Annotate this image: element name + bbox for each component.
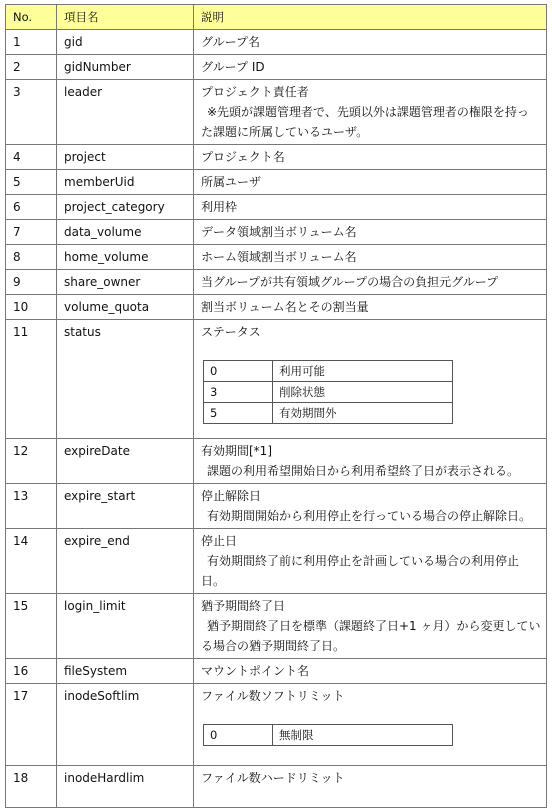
row-description — [194, 766, 547, 808]
code-value: 0 — [204, 725, 273, 746]
value-code-table — [203, 724, 453, 746]
row-field-name: login_limit — [57, 594, 194, 659]
row-no: 2 — [6, 55, 57, 80]
description-text: 停止解除日 — [201, 489, 262, 503]
code-value: 3 — [204, 382, 273, 403]
description-note: ※先頭が課題管理者で、先頭以外は課題管理者の権限を持っ — [207, 105, 529, 119]
row-field-name: gid — [57, 30, 194, 55]
code-value: 0 — [204, 361, 273, 382]
row-field-name: expire_start — [57, 484, 194, 529]
table-row — [6, 195, 547, 220]
table-row — [6, 594, 547, 659]
row-field-name: leader — [57, 80, 194, 145]
description-note: 課題の利用希望開始日から利用希望終了日が表示される。 — [207, 464, 520, 478]
row-field-name: inodeSoftlim — [57, 684, 194, 766]
description-note: 猶予期間終了日を標準（課題終了日+1 ヶ月）から変更してい — [207, 619, 541, 633]
row-description — [194, 684, 547, 766]
row-description — [194, 529, 547, 594]
row-field-name: home_volume — [57, 245, 194, 270]
header-name: 項目名 — [57, 5, 194, 30]
table-row — [6, 529, 547, 594]
description-text: データ領域割当ボリューム名 — [201, 225, 357, 239]
row-field-name: inodeHardlim — [57, 766, 194, 808]
code-meaning: 利用可能 — [273, 361, 453, 382]
description-text: ファイル数ハードリミット — [201, 771, 345, 785]
row-field-name: fileSystem — [57, 659, 194, 684]
row-no: 18 — [6, 766, 57, 808]
description-note: 日。 — [201, 574, 226, 588]
row-field-name: data_volume — [57, 220, 194, 245]
description-note: た課題に所属しているユーザ。 — [201, 125, 369, 139]
description-text: ホーム領域割当ボリューム名 — [201, 250, 357, 264]
code-value: 5 — [204, 403, 273, 424]
row-field-name: volume_quota — [57, 295, 194, 320]
row-description — [194, 220, 547, 245]
row-field-name: gidNumber — [57, 55, 194, 80]
table-header-row — [6, 5, 547, 30]
description-text: グループ ID — [201, 60, 265, 74]
description-note: る場合の猶予期間終了日。 — [201, 639, 346, 653]
table-row — [6, 270, 547, 295]
description-text: プロジェクト名 — [201, 150, 285, 164]
description-text: 割当ボリューム名とその割当量 — [201, 300, 369, 314]
row-no: 12 — [6, 439, 57, 484]
value-code-table — [203, 360, 453, 424]
description-text: 当グループが共有領域グループの場合の負担元グループ — [201, 275, 499, 289]
row-field-name: expireDate — [57, 439, 194, 484]
row-no: 14 — [6, 529, 57, 594]
row-description — [194, 245, 547, 270]
row-no: 10 — [6, 295, 57, 320]
row-no: 13 — [6, 484, 57, 529]
row-description — [194, 320, 547, 439]
row-no: 15 — [6, 594, 57, 659]
description-text: マウントポイント名 — [201, 664, 310, 678]
row-description — [194, 594, 547, 659]
row-no: 7 — [6, 220, 57, 245]
table-row — [6, 30, 547, 55]
description-note: 有効期間開始から利用停止を行っている場合の停止解除日。 — [207, 509, 532, 523]
table-row — [6, 220, 547, 245]
code-row — [204, 403, 453, 424]
table-row — [6, 80, 547, 145]
row-description — [194, 484, 547, 529]
row-field-name: project_category — [57, 195, 194, 220]
code-row — [204, 382, 453, 403]
row-no: 6 — [6, 195, 57, 220]
row-description — [194, 55, 547, 80]
row-description — [194, 659, 547, 684]
table-row — [6, 170, 547, 195]
code-row — [204, 725, 453, 746]
row-description — [194, 195, 547, 220]
description-text: 有効期間[*1] — [201, 444, 272, 458]
row-description — [194, 439, 547, 484]
row-no: 8 — [6, 245, 57, 270]
description-text: ステータス — [201, 325, 261, 339]
table-row — [6, 659, 547, 684]
description-text: グループ名 — [201, 35, 261, 49]
table-row — [6, 320, 547, 439]
row-no: 4 — [6, 145, 57, 170]
table-row — [6, 245, 547, 270]
table-row — [6, 684, 547, 766]
table-row — [6, 145, 547, 170]
table-row — [6, 766, 547, 808]
description-text: 利用枠 — [201, 200, 238, 214]
description-note: 有効期間終了前に利用停止を計画している場合の利用停止 — [207, 554, 520, 568]
row-description — [194, 30, 547, 55]
code-meaning: 無制限 — [273, 725, 453, 746]
description-text: ファイル数ソフトリミット — [201, 689, 345, 703]
header-desc: 説明 — [194, 5, 547, 30]
row-no: 17 — [6, 684, 57, 766]
row-no: 9 — [6, 270, 57, 295]
row-description — [194, 80, 547, 145]
row-description — [194, 145, 547, 170]
row-no: 3 — [6, 80, 57, 145]
header-no: No. — [6, 5, 57, 30]
row-field-name: status — [57, 320, 194, 439]
code-meaning: 有効期間外 — [273, 403, 453, 424]
table-row — [6, 295, 547, 320]
description-text: 所属ユーザ — [201, 175, 262, 189]
row-no: 16 — [6, 659, 57, 684]
description-text: 猶予期間終了日 — [201, 599, 286, 613]
row-no: 11 — [6, 320, 57, 439]
row-description — [194, 270, 547, 295]
table-row — [6, 484, 547, 529]
code-row — [204, 361, 453, 382]
row-description — [194, 295, 547, 320]
row-no: 1 — [6, 30, 57, 55]
row-field-name: expire_end — [57, 529, 194, 594]
row-field-name: share_owner — [57, 270, 194, 295]
table-row — [6, 55, 547, 80]
document-page — [5, 4, 547, 808]
row-field-name: memberUid — [57, 170, 194, 195]
table-row — [6, 439, 547, 484]
description-text: 停止日 — [201, 534, 238, 548]
row-field-name: project — [57, 145, 194, 170]
code-meaning: 削除状態 — [273, 382, 453, 403]
description-text: プロジェクト責任者 — [201, 85, 309, 99]
row-description — [194, 170, 547, 195]
field-definition-table — [5, 4, 547, 808]
row-no: 5 — [6, 170, 57, 195]
